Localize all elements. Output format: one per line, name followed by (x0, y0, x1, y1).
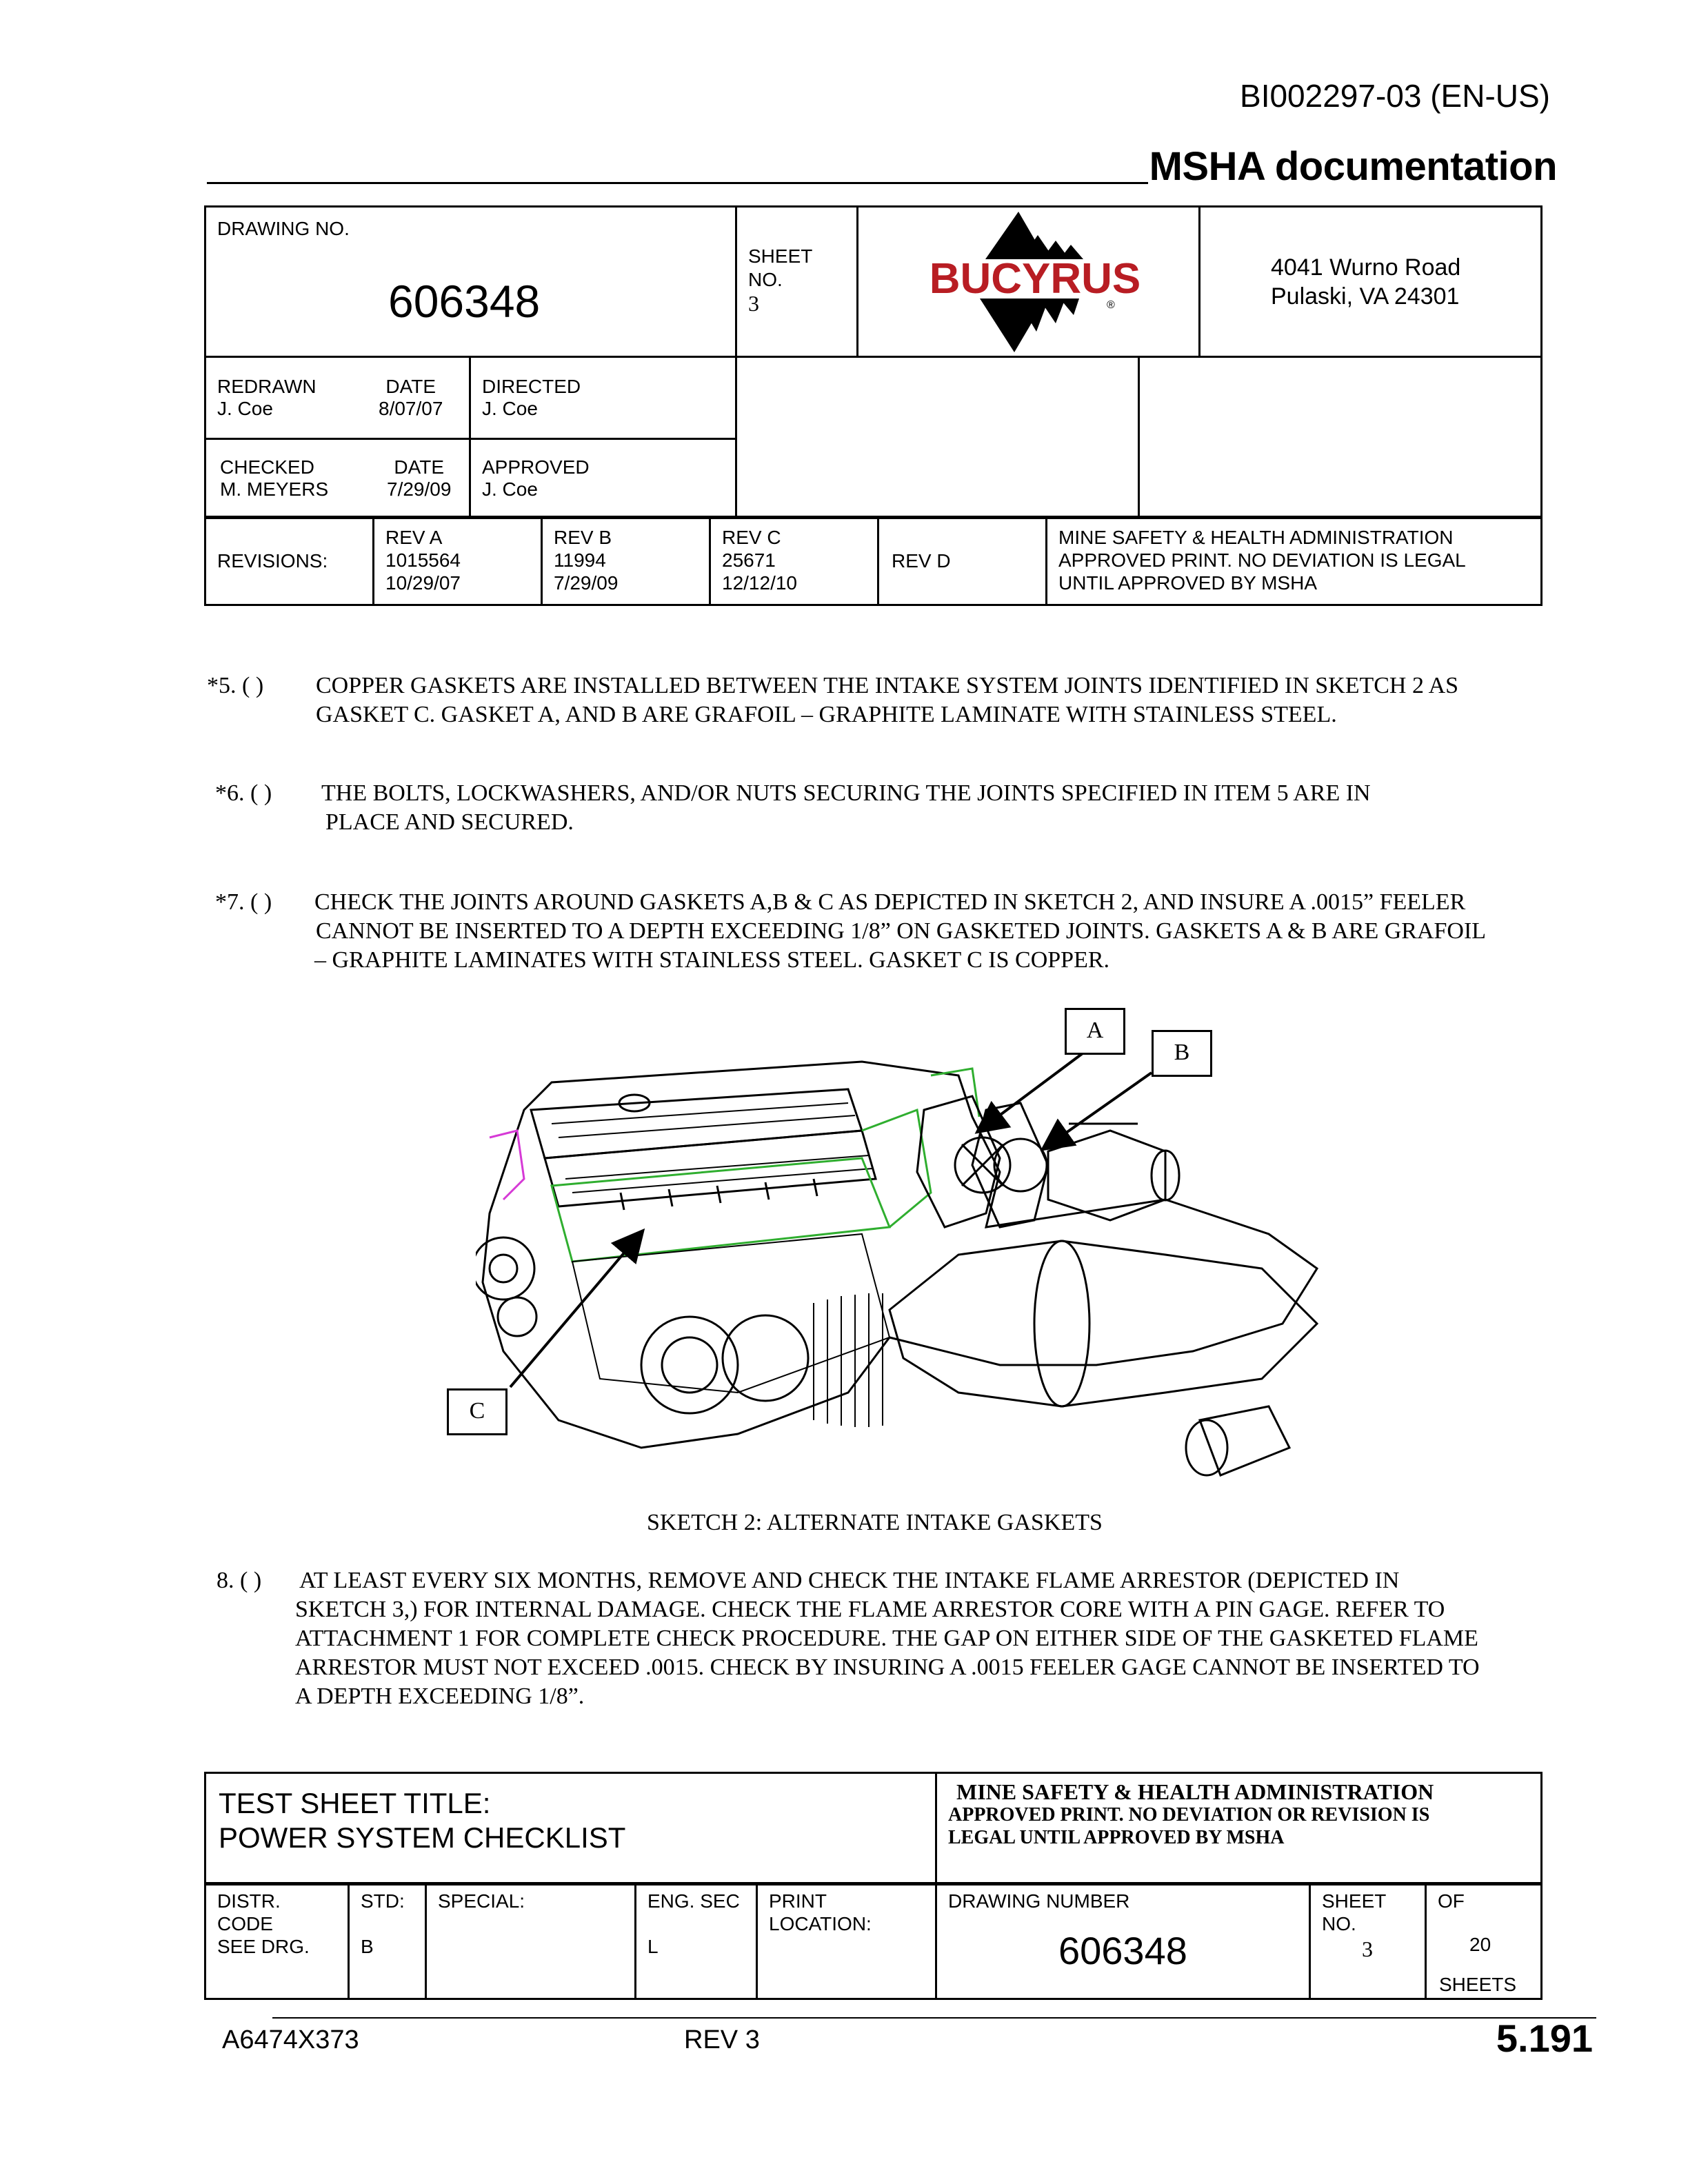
item-7-line2: CANNOT BE INSERTED TO A DEPTH EXCEEDING 1/8” ON GASKETED JOINTS. GASKETS A & B ARE GRAFOIL (316, 918, 1487, 944)
sheet-no-bottom-label1: SHEET (1322, 1890, 1387, 1912)
rev-b-date: 7/29/09 (554, 572, 619, 594)
logo-cell (858, 207, 1200, 357)
drawing-no: 606348 (388, 276, 541, 327)
checked-label: CHECKED (220, 456, 314, 478)
sheet-no: 3 (748, 291, 759, 316)
callout-b: B (1152, 1030, 1212, 1077)
directed-label: DIRECTED (482, 376, 581, 397)
sheet-no-bottom-label2: NO. (1322, 1913, 1356, 1934)
checklist-item-5 (207, 671, 1545, 734)
title-block (204, 205, 1543, 358)
checked-cell (205, 439, 470, 518)
msha-approval-line2: APPROVED PRINT. NO DEVIATION OR REVISION IS (948, 1804, 1430, 1826)
address-line2: Pulaski, VA 24301 (1271, 283, 1460, 310)
eng-sec-cell (636, 1883, 757, 1999)
redrawn-label: REDRAWN (217, 376, 316, 397)
checked-date: 7/29/09 (387, 478, 452, 500)
footer-rule (272, 2017, 1596, 2019)
address-line1: 4041 Wurno Road (1271, 254, 1461, 281)
msha-note-line2: APPROVED PRINT. NO DEVIATION IS LEGAL (1058, 549, 1466, 571)
redrawn-date-label: DATE (385, 376, 436, 397)
address-cell (1200, 207, 1542, 357)
sheets-label: SHEETS (1439, 1974, 1517, 1995)
redrawn-date: 8/07/07 (379, 398, 443, 419)
sheet-no-label: SHEET NO. (748, 245, 812, 290)
of-value: 20 (1469, 1934, 1491, 1955)
sheet-no-bottom: 3 (1362, 1937, 1373, 1961)
item-5-line2: GASKET C. GASKET A, AND B ARE GRAFOIL – GRAPHITE LAMINATE WITH STAINLESS STEEL. (316, 702, 1337, 727)
of-cell (1426, 1883, 1542, 1999)
item-8-line3: ATTACHMENT 1 FOR COMPLETE CHECK PROCEDURE. THE GAP ON EITHER SIDE OF THE GASKETED FLAME (295, 1626, 1478, 1651)
approved-cell (470, 439, 736, 518)
msha-note-line3: UNTIL APPROVED BY MSHA (1058, 572, 1317, 594)
callout-a: A (1065, 1008, 1125, 1055)
approval-block (204, 356, 1543, 519)
drawing-no-cell (205, 207, 736, 357)
msha-approval-line1: MINE SAFETY & HEALTH ADMINISTRATION (956, 1779, 1434, 1804)
drawing-number-label: DRAWING NUMBER (948, 1890, 1130, 1912)
drawing-no-label: DRAWING NO. (217, 218, 350, 239)
rev-b-label: REV B (554, 527, 612, 548)
rev-c-number: 25671 (722, 549, 776, 571)
test-sheet-block (204, 1772, 1543, 1885)
document-id: BI002297-03 (EN-US) (1240, 78, 1550, 114)
item-6-line2: PLACE AND SECURED. (325, 809, 574, 835)
special-cell (426, 1883, 636, 1999)
eng-sec-value: L (647, 1936, 659, 1957)
special-label: SPECIAL: (438, 1890, 525, 1912)
checklist-item-8 (217, 1566, 1554, 1718)
checklist-item-7 (215, 888, 1553, 978)
std-cell (349, 1883, 426, 1999)
item-5-line1: COPPER GASKETS ARE INSTALLED BETWEEN THE INTAKE SYSTEM JOINTS IDENTIFIED IN SKETCH 2 AS (316, 673, 1459, 698)
sketch-caption: SKETCH 2: ALTERNATE INTAKE GASKETS (647, 1510, 1103, 1535)
item-7-number: *7. ( ) (215, 889, 272, 915)
drawing-number: 606348 (1058, 1929, 1187, 1972)
header-rule (207, 182, 1148, 184)
rev-a-date: 10/29/07 (385, 572, 461, 594)
distr-label1: DISTR. (217, 1890, 281, 1912)
rev-d-cell (878, 517, 1047, 605)
eng-sec-label: ENG. SEC (647, 1890, 740, 1912)
rev-c-date: 12/12/10 (722, 572, 797, 594)
rev-c-cell (710, 517, 878, 605)
std-label: STD: (361, 1890, 405, 1912)
footer-part-no: A6474X373 (222, 2025, 359, 2054)
sheet-no-cell (736, 207, 858, 357)
print-location-label2: LOCATION: (769, 1913, 872, 1934)
distribution-block (204, 1882, 1543, 2000)
msha-note-line1: MINE SAFETY & HEALTH ADMINISTRATION (1058, 527, 1454, 548)
msha-note-cell (1047, 517, 1542, 605)
redrawn-by: J. Coe (217, 398, 273, 419)
msha-approval-line3: LEGAL UNTIL APPROVED BY MSHA (948, 1827, 1285, 1848)
checklist-item-6 (215, 779, 1546, 841)
rev-a-number: 1015564 (385, 549, 461, 571)
rev-b-number: 11994 (554, 549, 606, 571)
sheet-no-bottom-cell (1310, 1883, 1426, 1999)
item-8-number: 8. ( ) (217, 1568, 262, 1593)
item-8-line5: A DEPTH EXCEEDING 1/8”. (295, 1684, 585, 1709)
footer-page-number: 5.191 (1496, 2016, 1593, 2060)
directed-cell (470, 357, 736, 439)
engine-sketch (476, 1034, 1324, 1503)
item-8-line2: SKETCH 3,) FOR INTERNAL DAMAGE. CHECK THE FLAME ARRESTOR CORE WITH A PIN GAGE. REFER TO (295, 1597, 1445, 1622)
revisions-label: REVISIONS: (217, 549, 328, 572)
checked-date-label: DATE (394, 456, 445, 478)
directed-by: J. Coe (482, 398, 538, 419)
revisions-block (204, 516, 1543, 606)
revisions-label-cell (205, 517, 374, 605)
msha-approval-cell (936, 1773, 1542, 1885)
callout-c: C (447, 1388, 508, 1435)
of-label: OF (1438, 1890, 1465, 1912)
logo-text: BUCYRUS (929, 255, 1141, 303)
checked-by: M. MEYERS (220, 478, 329, 500)
item-5-number: *5. ( ) (207, 673, 264, 698)
approved-by: J. Coe (482, 478, 538, 500)
item-6-line1: THE BOLTS, LOCKWASHERS, AND/OR NUTS SECURING THE JOINTS SPECIFIED IN ITEM 5 ARE IN (321, 780, 1371, 806)
redrawn-cell (205, 357, 470, 439)
item-8-line4: ARRESTOR MUST NOT EXCEED .0015. CHECK BY INSURING A .0015 FEELER GAGE CANNOT BE INSERTED TO (295, 1655, 1480, 1680)
bucyrus-logo-icon (858, 208, 1200, 358)
rev-d-label: REV D (892, 549, 951, 572)
distr-label2: CODE (217, 1913, 273, 1934)
rev-a-label: REV A (385, 527, 443, 548)
footer-rev: REV 3 (684, 2025, 760, 2054)
test-sheet-title: POWER SYSTEM CHECKLIST (219, 1821, 626, 1854)
item-7-line1: CHECK THE JOINTS AROUND GASKETS A,B & C AS DEPICTED IN SKETCH 2, AND INSURE A .0015” FEELER (314, 889, 1466, 915)
test-sheet-title-cell (205, 1773, 936, 1885)
print-location-cell (757, 1883, 936, 1999)
rev-a-cell (374, 517, 542, 605)
item-7-line3: – GRAPHITE LAMINATES WITH STAINLESS STEEL. GASKET C IS COPPER. (314, 947, 1110, 973)
blank-cell-1 (736, 357, 1139, 518)
approved-label: APPROVED (482, 456, 590, 478)
distr-value: SEE DRG. (217, 1936, 310, 1957)
section-title: MSHA documentation (1149, 144, 1557, 189)
std-value: B (361, 1936, 374, 1957)
test-sheet-title-label: TEST SHEET TITLE: (219, 1787, 491, 1819)
rev-c-label: REV C (722, 527, 781, 548)
print-location-label1: PRINT (769, 1890, 827, 1912)
blank-cell-2 (1139, 357, 1542, 518)
distr-code-cell (205, 1883, 349, 1999)
svg-text:®: ® (1107, 299, 1115, 311)
item-8-line1: AT LEAST EVERY SIX MONTHS, REMOVE AND CHECK THE INTAKE FLAME ARRESTOR (DEPICTED IN (299, 1568, 1400, 1593)
item-6-number: *6. ( ) (215, 780, 272, 806)
rev-b-cell (542, 517, 710, 605)
drawing-number-cell (936, 1883, 1310, 1999)
